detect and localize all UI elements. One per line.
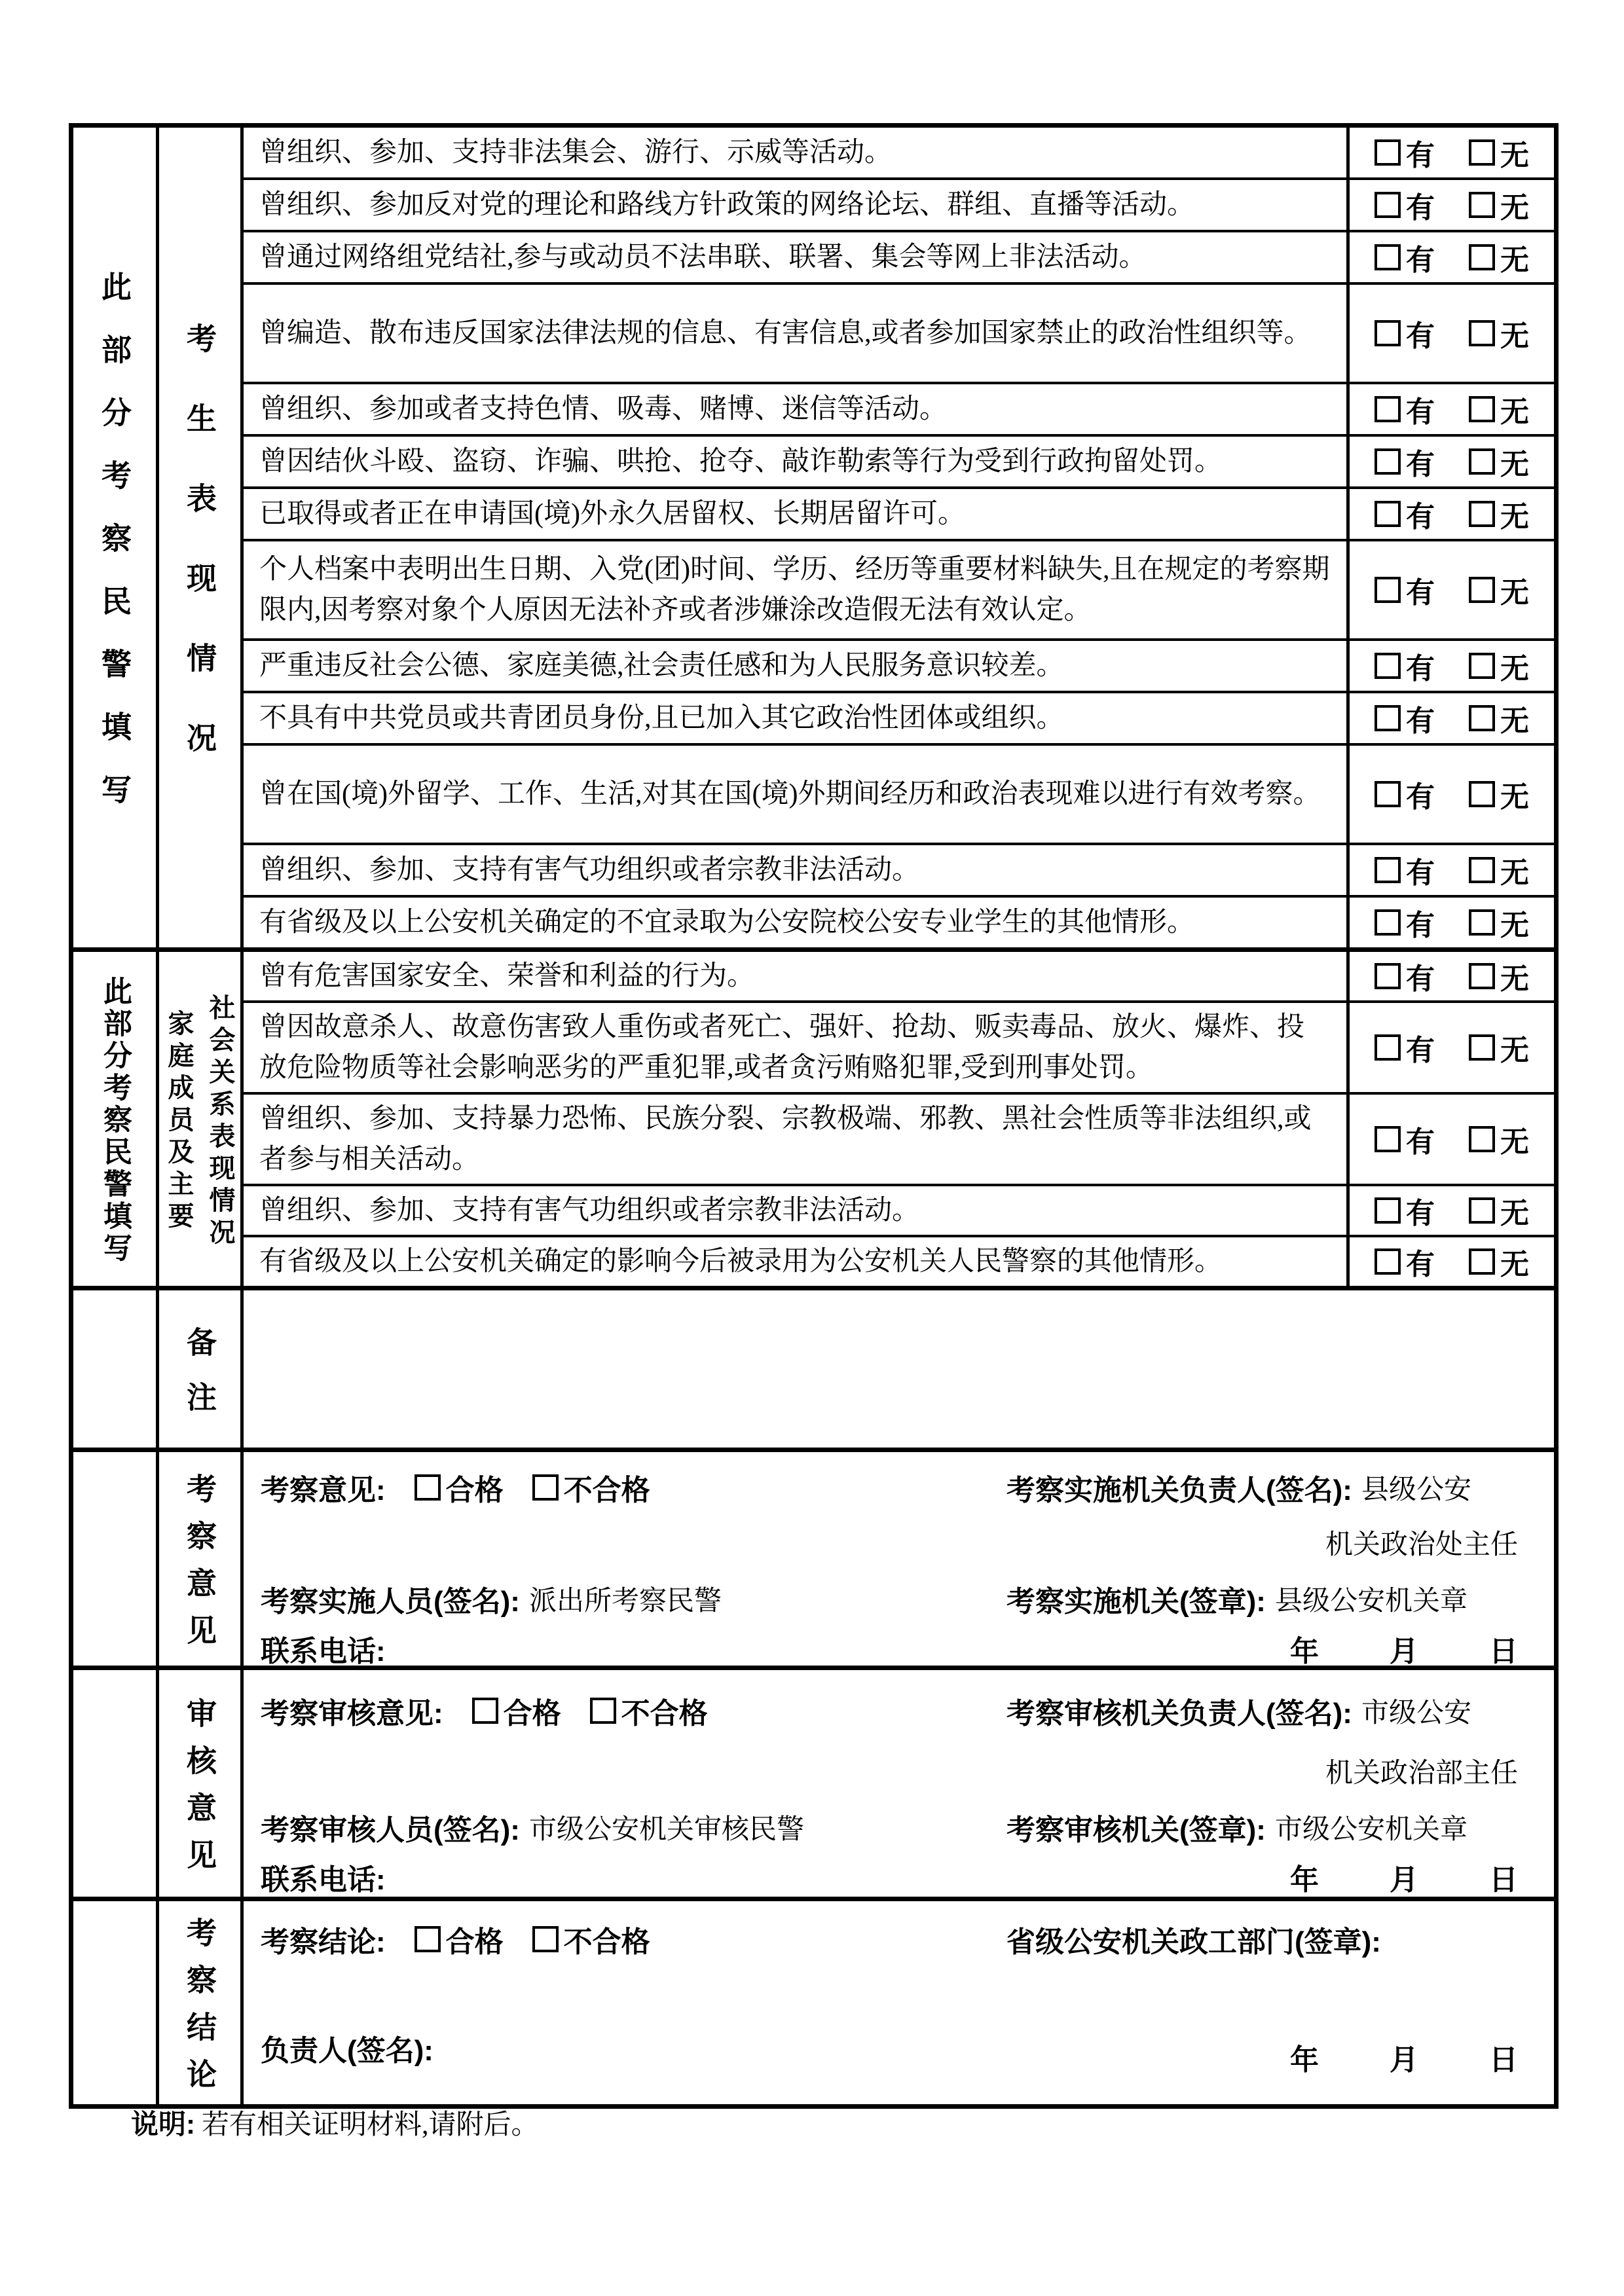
checkbox-none[interactable] [1469,645,1529,687]
checkbox-has[interactable] [1375,955,1435,997]
item-checkboxes [1346,1003,1554,1092]
item-row [244,177,1554,230]
option-label: 无 [1500,653,1529,685]
checkbox-box-icon [1469,963,1495,989]
checkbox-none[interactable] [1469,1027,1529,1068]
item-checkboxes [1346,285,1554,382]
checkbox-none[interactable] [1469,388,1529,430]
items-column [244,128,1554,947]
checkbox-has[interactable] [1375,849,1435,891]
side-label: 此部分考察民警填写 [98,271,132,837]
checkbox-box-icon [1375,448,1401,475]
category-label-cell [159,1452,244,1666]
checkbox-box-icon [1375,396,1401,422]
checkbox-has[interactable] [1375,493,1435,535]
option-label: 无 [1500,396,1529,428]
checkbox-pass[interactable] [415,1467,504,1508]
checkbox-box-icon [532,1926,559,1952]
side-label-cell [73,952,159,1286]
option-label: 无 [1500,909,1529,941]
option-label: 无 [1500,963,1529,995]
checkbox-box-icon [532,1474,559,1501]
checkbox-none[interactable] [1469,236,1529,278]
option-label: 无 [1500,448,1529,481]
head-label: 考察审核机关负责人(签名): [1006,1698,1352,1730]
checkbox-pass[interactable] [472,1690,561,1732]
review-line [261,1690,708,1732]
checkbox-none[interactable] [1469,1190,1529,1231]
option-label: 无 [1500,192,1529,224]
opinion-line-label: 考察意见: [261,1474,386,1506]
checkbox-has[interactable] [1375,697,1435,739]
option-label: 合格 [445,1474,504,1506]
footnote [131,2103,539,2142]
head-value: 县级公安 [1361,1475,1471,1505]
conclusion-person-line [261,2027,434,2069]
option-label: 无 [1500,857,1529,889]
option-label: 有 [1406,1248,1435,1281]
checkbox-box-icon [1375,320,1401,346]
option-label: 无 [1500,1126,1529,1158]
option-label: 无 [1500,577,1529,609]
item-text: 曾在国(境)外留学、工作、生活,对其在国(境)外期间经历和政治表现难以进行有效考察。 [259,779,1321,809]
opinion-organ-line [1006,1578,1467,1620]
checkbox-box-icon [1375,653,1401,679]
checkbox-none[interactable] [1469,184,1529,226]
side-spacer-cell [73,1670,159,1897]
item-row [244,743,1554,843]
side-label-cell [73,128,159,947]
item-row [244,1235,1554,1286]
item-text: 曾组织、参加、支持非法集会、游行、示威等活动。 [259,137,893,168]
item-checkboxes [1346,128,1554,177]
section-candidate-performance [73,128,1554,947]
checkbox-box-icon [1469,857,1495,883]
conclusion-label: 考察结论 [183,1917,217,2105]
checkbox-box-icon [1469,909,1495,936]
item-text: 有省级及以上公安机关确定的不宜录取为公安院校公安专业学生的其他情形。 [259,907,1195,938]
footnote-label: 说明: [131,2109,195,2140]
option-label: 有 [1406,963,1435,995]
item-text: 曾组织、参加反对党的理论和路线方针政策的网络论坛、群组、直播等活动。 [259,190,1195,220]
checkbox-none[interactable] [1469,1241,1529,1283]
checkbox-has[interactable] [1375,184,1435,226]
category-label-cell [159,1901,244,2104]
section-opinion [73,1448,1554,1666]
option-label: 有 [1406,396,1435,428]
item-row [244,230,1554,282]
review-phone-line [261,1856,386,1898]
person-label: 考察审核人员(签名): [261,1814,520,1846]
item-text: 曾因故意杀人、故意伤害致人重伤或者死亡、强奸、抢劫、贩卖毒品、放火、爆炸、投放危险物质等社会影响恶劣的严重犯罪,或者贪污贿赂犯罪,受到刑事处罚。 [259,1012,1305,1083]
opinion-head-line [1006,1467,1471,1508]
item-text: 曾因结伙斗殴、盗窃、诈骗、哄抢、抢夺、敲诈勒索等行为受到行政拘留处罚。 [259,446,1223,477]
checkbox-box-icon [1375,577,1401,603]
item-row [244,691,1554,743]
review-label: 审核意见 [183,1698,217,1886]
review-content-area [244,1670,1554,1897]
item-text: 有省级及以上公安机关确定的影响今后被录用为公安机关人民警察的其他情形。 [259,1247,1223,1277]
checkbox-fail[interactable] [590,1690,708,1732]
option-label: 无 [1500,244,1529,276]
phone-label: 联系电话: [261,1635,386,1667]
item-checkboxes [1346,232,1554,282]
side-spacer-cell [73,1901,159,2104]
item-row [244,434,1554,486]
option-label: 合格 [445,1926,504,1958]
checkbox-has[interactable] [1375,1241,1435,1283]
opinion-content-area [244,1452,1554,1666]
checkbox-fail[interactable] [532,1918,650,1960]
conclusion-line-label: 考察结论: [261,1926,386,1958]
date-day-label: 日 [1489,1635,1518,1667]
option-label: 合格 [503,1698,561,1730]
review-date-line [1290,1856,1518,1898]
category-label-cell [159,1290,244,1448]
option-label: 无 [1500,139,1529,172]
checkbox-box-icon [1375,1248,1401,1275]
remarks-column [244,1290,1554,1448]
review-organ-line [1006,1806,1467,1848]
item-row [244,1184,1554,1235]
side-label: 此部分考察民警填写 [99,976,131,1265]
option-label: 无 [1500,501,1529,533]
checkbox-box-icon [1469,705,1495,731]
checkbox-has[interactable] [1375,645,1435,687]
item-text: 曾组织、参加、支持有害气功组织或者宗教非法活动。 [259,1195,920,1226]
side-spacer-cell [73,1290,159,1448]
remarks-content-area[interactable] [244,1290,1554,1448]
checkbox-box-icon [1469,1248,1495,1275]
review-person-line [261,1806,804,1848]
item-row [244,282,1554,382]
option-label: 不合格 [563,1474,650,1506]
checkbox-none[interactable] [1469,1118,1529,1160]
checkbox-none[interactable] [1469,569,1529,611]
item-row [244,952,1554,1000]
checkbox-box-icon [472,1698,498,1724]
checkbox-has[interactable] [1375,312,1435,354]
checkbox-has[interactable] [1375,773,1435,815]
checkbox-box-icon [1469,577,1495,603]
option-label: 无 [1500,705,1529,737]
section-review [73,1666,1554,1897]
checkbox-has[interactable] [1375,902,1435,943]
footnote-text: 若有相关证明材料,请附后。 [202,2110,539,2140]
item-checkboxes [1346,437,1554,486]
item-checkboxes [1346,746,1554,843]
category-label-cell [159,952,244,1286]
item-row [244,128,1554,177]
option-label: 有 [1406,857,1435,889]
item-text: 曾通过网络组党结社,参与或动员不法串联、联署、集会等网上非法活动。 [259,242,1147,272]
item-text: 曾组织、参加、支持有害气功组织或者宗教非法活动。 [259,855,920,885]
item-checkboxes [1346,898,1554,947]
review-column [244,1670,1554,1897]
item-text: 曾组织、参加、支持暴力恐怖、民族分裂、宗教极端、邪教、黑社会性质等非法组织,或者参与相关活动。 [259,1104,1312,1175]
option-label: 不合格 [563,1926,650,1958]
conclusion-column [244,1901,1554,2104]
checkbox-box-icon [415,1474,441,1501]
option-label: 无 [1500,781,1529,813]
category-label-right: 社会关系表现情况 [206,993,234,1250]
opinion-date-line [1290,1628,1518,1669]
item-row [244,638,1554,691]
item-row [244,1000,1554,1092]
checkbox-box-icon [1375,244,1401,270]
checkbox-box-icon [1469,448,1495,475]
option-label: 有 [1406,909,1435,941]
checkbox-none[interactable] [1469,697,1529,739]
item-row [244,382,1554,434]
checkbox-box-icon [1469,244,1495,270]
item-text: 曾有危害国家安全、荣誉和利益的行为。 [259,961,755,991]
checkbox-none[interactable] [1469,902,1529,943]
checkbox-box-icon [1469,1034,1495,1061]
item-checkboxes [1346,489,1554,539]
head-value-2: 机关政治处主任 [1325,1530,1518,1560]
date-month-label: 月 [1390,2044,1418,2076]
checkbox-box-icon [1375,192,1401,218]
checkbox-has[interactable] [1375,1190,1435,1231]
organ-label: 考察实施机关(签章): [1006,1586,1266,1618]
checkbox-box-icon [415,1926,441,1952]
checkbox-box-icon [1375,139,1401,166]
checkbox-none[interactable] [1469,955,1529,997]
item-row [244,1092,1554,1184]
review-head-line2 [1316,1751,1518,1791]
checkbox-none[interactable] [1469,849,1529,891]
category-label-cell [159,128,244,947]
items-column [244,952,1554,1286]
checkbox-box-icon [1375,857,1401,883]
checkbox-box-icon [1375,1197,1401,1224]
category-label-left: 家庭成员及主要 [164,1010,193,1234]
person-value: 市级公安机关审核民警 [528,1815,804,1845]
item-text: 曾编造、散布违反国家法律法规的信息、有害信息,或者参加国家禁止的政治性组织等。 [259,318,1312,348]
checkbox-box-icon [590,1698,616,1724]
head-value: 市级公安 [1361,1698,1471,1728]
person-label: 考察实施人员(签名): [261,1586,520,1618]
item-row [244,843,1554,895]
checkbox-box-icon [1469,1126,1495,1152]
date-month-label: 月 [1390,1864,1418,1896]
organ-value: 县级公安机关章 [1274,1586,1467,1616]
checkbox-box-icon [1469,139,1495,166]
head-label: 考察实施机关负责人(签名): [1006,1474,1352,1506]
checkbox-fail[interactable] [532,1467,650,1508]
date-day-label: 日 [1489,1864,1518,1896]
item-row [244,895,1554,947]
date-year-label: 年 [1290,1635,1319,1667]
checkbox-none[interactable] [1469,773,1529,815]
organ-label: 考察审核机关(签章): [1006,1814,1266,1846]
item-checkboxes [1346,1237,1554,1286]
opinion-line [261,1467,650,1508]
item-checkboxes [1346,693,1554,743]
section-conclusion [73,1897,1554,2104]
conclusion-line [261,1918,650,1960]
checkbox-box-icon [1375,705,1401,731]
checkbox-box-icon [1375,1126,1401,1152]
checkbox-has[interactable] [1375,441,1435,483]
date-year-label: 年 [1290,2044,1319,2076]
side-spacer-cell [73,1452,159,1666]
option-label: 有 [1406,653,1435,685]
checkbox-box-icon [1375,963,1401,989]
remarks-label: 备注 [183,1326,217,1436]
option-label: 不合格 [621,1698,708,1730]
opinion-label: 考察意见 [183,1473,217,1662]
option-label: 有 [1406,192,1435,224]
item-row [244,486,1554,539]
checkbox-has[interactable] [1375,132,1435,173]
item-row [244,539,1554,638]
opinion-person-line [261,1578,722,1620]
phone-label: 联系电话: [261,1864,386,1896]
item-checkboxes [1346,384,1554,434]
checkbox-none[interactable] [1469,493,1529,535]
checkbox-box-icon [1469,320,1495,346]
item-checkboxes [1346,641,1554,691]
section-family-relations [73,947,1554,1286]
checkbox-none[interactable] [1469,132,1529,173]
item-checkboxes [1346,180,1554,230]
item-text: 个人档案中表明出生日期、入党(团)时间、学历、经历等重要材料缺失,且在规定的考察期限内,因考察对象个人原因无法补齐或者涉嫌涂改造假无法有效认定。 [259,555,1330,625]
item-text: 已取得或者正在申请国(境)外永久居留权、长期居留许可。 [259,499,965,529]
item-checkboxes [1346,845,1554,895]
section-remarks [73,1286,1554,1448]
checkbox-pass[interactable] [415,1918,504,1960]
option-label: 无 [1500,1034,1529,1066]
checkbox-box-icon [1469,781,1495,807]
checkbox-none[interactable] [1469,312,1529,354]
option-label: 有 [1406,244,1435,276]
date-year-label: 年 [1290,1864,1319,1896]
checkbox-has[interactable] [1375,236,1435,278]
checkbox-box-icon [1375,501,1401,527]
conclusion-organ-line [1006,1918,1381,1960]
checkbox-box-icon [1375,909,1401,936]
option-label: 有 [1406,320,1435,352]
option-label: 有 [1406,577,1435,609]
option-label: 有 [1406,1034,1435,1066]
opinion-phone-line [261,1628,386,1669]
person-label: 负责人(签名): [261,2035,434,2067]
review-head-line [1006,1690,1471,1732]
option-label: 有 [1406,781,1435,813]
option-label: 有 [1406,501,1435,533]
checkbox-box-icon [1375,781,1401,807]
item-text: 曾组织、参加或者支持色情、吸毒、赌博、迷信等活动。 [259,394,948,424]
organ-value: 市级公安机关章 [1274,1815,1467,1845]
option-label: 无 [1500,1248,1529,1281]
opinion-head-line2 [1316,1523,1518,1562]
checkbox-has[interactable] [1375,1027,1435,1068]
option-label: 有 [1406,139,1435,172]
category-label-cell [159,1670,244,1897]
option-label: 有 [1406,1126,1435,1158]
option-label: 有 [1406,705,1435,737]
conclusion-content-area [244,1901,1554,2104]
item-checkboxes [1346,1095,1554,1184]
opinion-column [244,1452,1554,1666]
item-checkboxes [1346,952,1554,1000]
item-text: 不具有中共党员或共青团员身份,且已加入其它政治性团体或组织。 [259,703,1064,733]
checkbox-box-icon [1469,192,1495,218]
date-day-label: 日 [1489,2044,1518,2076]
conclusion-date-line [1290,2036,1518,2078]
checkbox-none[interactable] [1469,441,1529,483]
person-value: 派出所考察民警 [528,1586,722,1616]
option-label: 有 [1406,448,1435,481]
checkbox-has[interactable] [1375,388,1435,430]
organ-label: 省级公安机关政工部门(签章): [1006,1926,1381,1958]
checkbox-box-icon [1469,1197,1495,1224]
item-text: 严重违反社会公德、家庭美德,社会责任感和为人民服务意识较差。 [259,651,1064,681]
option-label: 无 [1500,1197,1529,1230]
option-label: 有 [1406,1197,1435,1230]
item-checkboxes [1346,541,1554,638]
checkbox-box-icon [1469,653,1495,679]
checkbox-has[interactable] [1375,1118,1435,1160]
head-value-2: 机关政治部主任 [1325,1758,1518,1789]
inspection-table [69,123,1559,2109]
review-line-label: 考察审核意见: [261,1698,443,1730]
option-label: 无 [1500,320,1529,352]
item-checkboxes [1346,1186,1554,1235]
checkbox-box-icon [1375,1034,1401,1061]
checkbox-box-icon [1469,501,1495,527]
checkbox-has[interactable] [1375,569,1435,611]
date-month-label: 月 [1390,1635,1418,1667]
checkbox-box-icon [1469,396,1495,422]
category-label: 考生表现情况 [183,323,217,802]
